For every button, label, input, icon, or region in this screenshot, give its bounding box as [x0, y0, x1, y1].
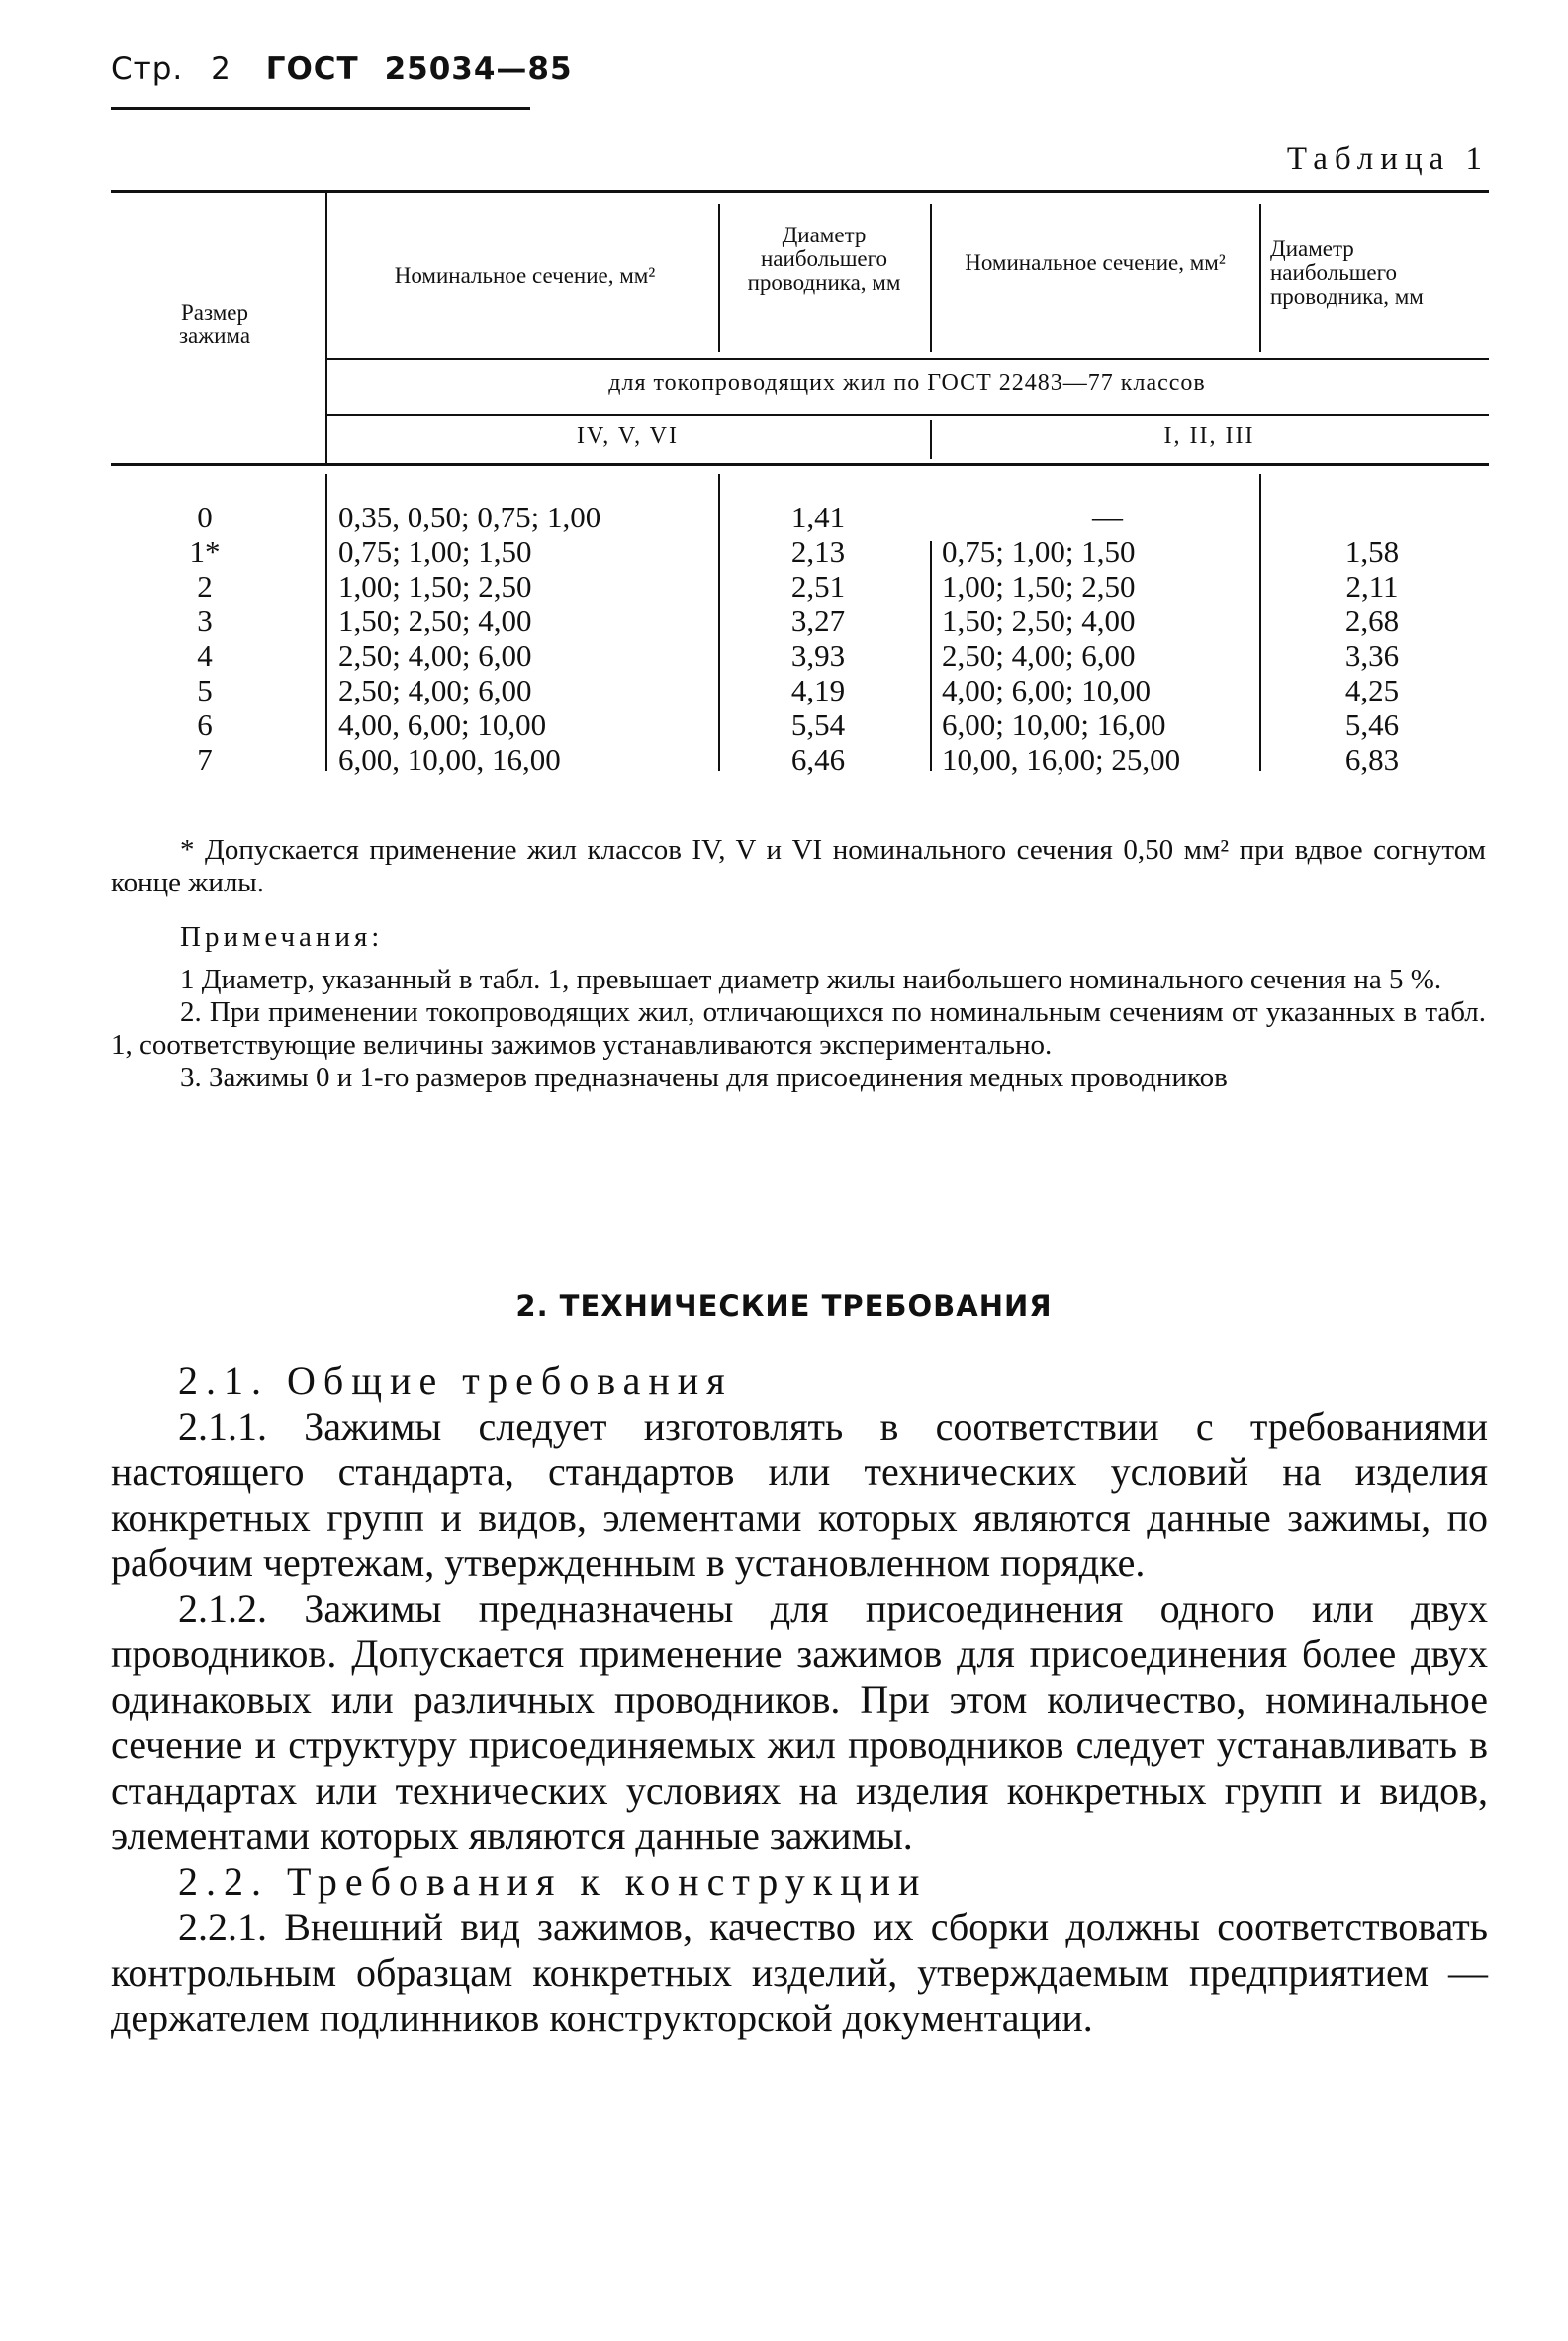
note-item: 2. При применении токопроводящих жил, отличающихся по номинальным сечениям от указанных в табл. 1, соответствующие величины зажимов устанавливаются экспериментально.	[111, 996, 1486, 1061]
column-section-a	[338, 500, 714, 777]
column-section-b	[942, 500, 1253, 777]
note-item: 3. Зажимы 0 и 1-го размеров предназначены для присоединения медных проводников	[180, 1062, 1228, 1093]
subsection-heading: 2.2. Требования к конструкции	[178, 1859, 928, 1904]
paragraph: 2.1.2. Зажимы предназначены для присоединения одного или двух проводников. Допускается применение зажимов для присоединения более двух одинаковых или различных проводников. При этом количество, номинальное сечение и структуру присоединяемых жил проводников следует устанавливать в стандартах или технических условиях на изделия конкретных групп и видов, элементами которых являются данные зажимы.	[111, 1586, 1488, 1858]
section-body	[111, 1358, 1488, 2041]
cell-size: 6	[197, 707, 213, 742]
header-rule-2	[325, 414, 1489, 416]
data-table	[111, 190, 1489, 784]
cell-size: 4	[197, 638, 213, 673]
header-clamp-size: Размер зажима	[178, 300, 251, 348]
cell-diameter-b: 3,36	[1344, 638, 1400, 673]
cell-size: 7	[197, 742, 213, 777]
paragraph: 2.2.1. Внешний вид зажимов, качество их сборки должны соответствовать контрольным образцам конкретных изделий, утверждаемым предприятием — держателем подлинников конструкторской документации.	[111, 1905, 1488, 2040]
cell-diameter-a: 2,13	[790, 534, 846, 569]
cell-diameter-a: 4,19	[790, 673, 846, 707]
cell-section-b: 6,00; 10,00; 16,00	[942, 707, 1166, 742]
cell-size: 3	[197, 604, 213, 638]
cell-diameter-b: 6,83	[1344, 742, 1400, 777]
header-divider-1	[325, 190, 327, 463]
cell-size: 2	[197, 569, 213, 604]
notes-title: Примечания:	[180, 921, 384, 953]
table-caption: Таблица 1	[1286, 141, 1489, 177]
cell-section-b: 1,50; 2,50; 4,00	[942, 604, 1136, 638]
cell-diameter-a: 3,27	[790, 604, 846, 638]
cell-size: 0	[197, 500, 213, 534]
header-divider-4	[1259, 204, 1261, 352]
cell-section-a: 2,50; 4,00; 6,00	[338, 673, 532, 707]
cell-diameter-b	[1298, 500, 1446, 534]
standard-code: 25034—85	[384, 51, 573, 87]
header-underline	[111, 107, 530, 110]
cell-diameter-a: 1,41	[790, 500, 846, 534]
cell-section-a: 0,35, 0,50; 0,75; 1,00	[338, 500, 601, 534]
body-divider-1	[325, 474, 327, 771]
table-notes	[111, 834, 1486, 1094]
column-diameter-a	[744, 500, 892, 777]
cell-diameter-a: 6,46	[790, 742, 846, 777]
page-number: 2	[211, 51, 231, 87]
cell-section-a: 0,75; 1,00; 1,50	[338, 534, 532, 569]
class-group-a: IV, V, VI	[577, 423, 679, 449]
standard-name: ГОСТ	[265, 51, 359, 87]
header-divider-3	[930, 204, 932, 352]
cell-diameter-b: 4,25	[1344, 673, 1400, 707]
cell-diameter-b: 1,58	[1344, 534, 1400, 569]
page-header	[111, 51, 573, 87]
cell-section-b: 0,75; 1,00; 1,50	[942, 534, 1136, 569]
paragraph: 2.1.1. Зажимы следует изготовлять в соответствии с требованиями настоящего стандарта, стандартов или технических условий на изделия конкретных групп и видов, элементами которых являются данные зажимы, по рабочим чертежам, утвержденным в установленном порядке.	[111, 1404, 1488, 1585]
cell-section-a: 1,50; 2,50; 4,00	[338, 604, 532, 638]
span-label: для токопроводящих жил по ГОСТ 22483—77 классов	[608, 370, 1206, 396]
header-rule-1	[325, 358, 1489, 360]
cell-size: 5	[197, 673, 213, 707]
header-diameter-a: Диаметр наибольшего проводника, мм	[747, 223, 901, 295]
page-label: Стр.	[111, 51, 184, 87]
column-size	[150, 500, 259, 777]
cell-diameter-b: 5,46	[1344, 707, 1400, 742]
body-divider-2	[718, 474, 720, 771]
cell-section-a: 2,50; 4,00; 6,00	[338, 638, 532, 673]
cell-section-b: 10,00, 16,00; 25,00	[942, 742, 1181, 777]
header-bottom-rule	[111, 463, 1489, 466]
table-top-rule	[111, 190, 1489, 193]
cell-diameter-b: 2,11	[1345, 569, 1399, 604]
subsection-heading: 2.1. Общие требования	[178, 1358, 733, 1403]
body-divider-3	[930, 541, 932, 771]
cell-size: 1*	[189, 534, 221, 569]
header-diameter-b: Диаметр наибольшего проводника, мм	[1270, 236, 1424, 309]
table-footnote: * Допускается применение жил классов IV, V и VI номинального сечения 0,50 мм² при вдвое согнутом конце жилы.	[111, 834, 1486, 898]
cell-diameter-a: 3,93	[790, 638, 846, 673]
note-item: 1 Диаметр, указанный в табл. 1, превышает диаметр жилы наибольшего номинального сечения на 5 %.	[180, 964, 1442, 995]
header-section-a: Номинальное сечение, мм²	[394, 263, 656, 288]
cell-section-a: 1,00; 1,50; 2,50	[338, 569, 532, 604]
class-group-b: I, II, III	[1163, 423, 1255, 449]
cell-diameter-a: 2,51	[790, 569, 846, 604]
cell-section-a: 4,00, 6,00; 10,00	[338, 707, 547, 742]
cell-diameter-b: 2,68	[1344, 604, 1400, 638]
cell-section-a: 6,00, 10,00, 16,00	[338, 742, 561, 777]
cell-diameter-a: 5,54	[790, 707, 846, 742]
cell-section-b: 2,50; 4,00; 6,00	[942, 638, 1136, 673]
cell-section-b: —	[1092, 500, 1123, 534]
section-heading: 2. ТЕХНИЧЕСКИЕ ТРЕБОВАНИЯ	[515, 1289, 1053, 1323]
cell-section-b: 1,00; 1,50; 2,50	[942, 569, 1136, 604]
cell-section-b: 4,00; 6,00; 10,00	[942, 673, 1151, 707]
header-section-b: Номинальное сечение, мм²	[965, 250, 1226, 275]
column-diameter-b	[1298, 500, 1446, 777]
header-divider-2	[718, 204, 720, 352]
body-divider-4	[1259, 474, 1261, 771]
